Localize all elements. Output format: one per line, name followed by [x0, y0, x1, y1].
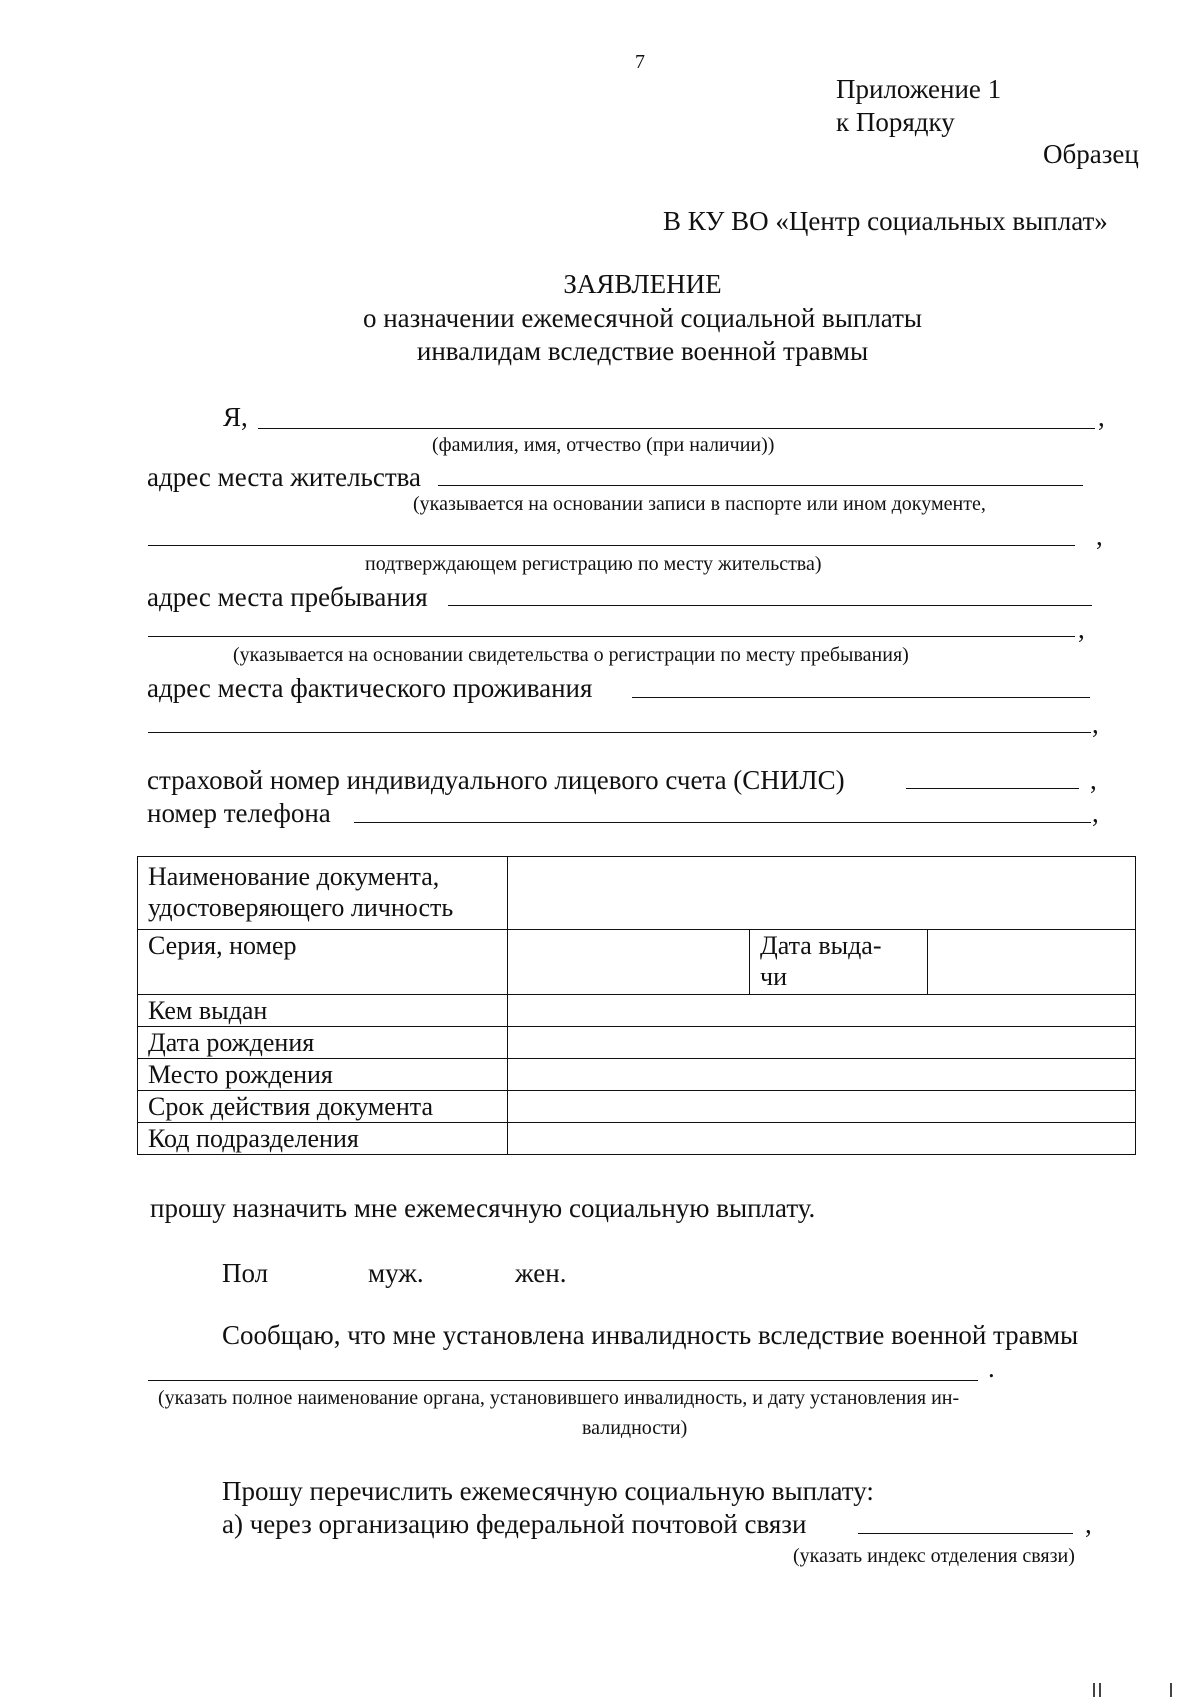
comma: , [1092, 798, 1099, 828]
comma: , [1090, 765, 1097, 795]
table-row [138, 995, 1136, 1027]
table-row [138, 930, 1136, 995]
document-title: ЗАЯВЛЕНИЕ [563, 269, 722, 299]
issue-date-label-line-2: чи [760, 962, 787, 991]
birth-date-label: Дата рождения [138, 1027, 508, 1059]
stay-address-hint: (указывается на основании свидетельства о регистрации по месту пребывания) [233, 644, 909, 666]
doc-name-label-line-1: Наименование документа, [148, 862, 440, 891]
phone-field[interactable] [354, 822, 1091, 823]
postal-index-field[interactable] [858, 1533, 1073, 1534]
scan-mark [1170, 1683, 1172, 1697]
disability-authority-field[interactable] [148, 1380, 978, 1381]
doc-name-value[interactable] [508, 857, 1136, 930]
document-subtitle-2: инвалидам вследствие военной травмы [416, 336, 869, 366]
snils-label: страховой номер индивидуального лицевого счета (СНИЛС) [147, 765, 845, 795]
scan-mark [1099, 1683, 1101, 1697]
comma: , [1096, 521, 1103, 551]
issue-date-value[interactable] [928, 930, 1135, 994]
actual-address-field[interactable] [632, 697, 1090, 698]
validity-value[interactable] [508, 1091, 1136, 1123]
phone-label: номер телефона [147, 798, 331, 828]
comma: , [1078, 614, 1085, 644]
i-label: Я, [223, 402, 248, 432]
to-order-label: к Порядку [836, 107, 955, 137]
actual-address-label: адрес места фактического проживания [147, 673, 593, 703]
comma: , [1098, 402, 1105, 432]
table-row [138, 1091, 1136, 1123]
doc-name-label [138, 857, 508, 930]
comma: , [1092, 709, 1099, 739]
disability-text: Сообщаю, что мне установлена инвалидность вследствие военной травмы [222, 1320, 1079, 1350]
validity-label: Срок действия документа [138, 1091, 508, 1123]
residence-address-hint-2: подтверждающем регистрацию по месту жительства) [365, 553, 822, 575]
issue-date-label [750, 930, 928, 994]
issued-by-label: Кем выдан [138, 995, 508, 1027]
doc-name-label-line-2: удостоверяющего личность [148, 893, 454, 922]
birth-place-label: Место рождения [138, 1059, 508, 1091]
division-code-value[interactable] [508, 1123, 1136, 1155]
stay-address-field-2[interactable] [148, 636, 1075, 637]
issue-date-label-line-1: Дата выда- [760, 931, 882, 960]
gender-male-option[interactable]: муж. [368, 1258, 424, 1288]
transfer-intro: Прошу перечислить ежемесячную социальную выплату: [222, 1476, 874, 1506]
birth-date-value[interactable] [508, 1027, 1136, 1059]
sample-label: Образец [1043, 139, 1139, 169]
table-row [138, 857, 1136, 930]
gender-label: Пол [222, 1258, 269, 1288]
appendix-label: Приложение 1 [836, 74, 1002, 104]
residence-address-field-2[interactable] [148, 545, 1075, 546]
period: . [988, 1353, 995, 1383]
comma: , [1085, 1509, 1092, 1539]
table-row [138, 1027, 1136, 1059]
identity-document-table [137, 856, 1136, 1155]
disability-hint-1: (указать полное наименование органа, установившего инвалидность, и дату установления ин- [158, 1387, 960, 1409]
table-row [138, 1059, 1136, 1091]
full-name-field[interactable] [258, 428, 1095, 429]
issued-by-value[interactable] [508, 995, 1136, 1027]
gender-female-option[interactable]: жен. [515, 1258, 567, 1288]
stay-address-field[interactable] [448, 605, 1092, 606]
division-code-label: Код подразделения [138, 1123, 508, 1155]
series-number-label: Серия, номер [138, 930, 508, 995]
actual-address-field-2[interactable] [148, 732, 1091, 733]
stay-address-label: адрес места пребывания [147, 582, 428, 612]
series-number-cell [508, 930, 1136, 995]
document-subtitle-1: о назначении ежемесячной социальной выплаты [362, 303, 923, 333]
scan-mark [1093, 1683, 1095, 1697]
series-number-value[interactable] [508, 930, 750, 994]
residence-address-label: адрес места жительства [147, 462, 422, 492]
full-name-hint: (фамилия, имя, отчество (при наличии)) [432, 434, 775, 456]
disability-hint-2: валидности) [582, 1417, 688, 1439]
request-text: прошу назначить мне ежемесячную социальную выплату. [150, 1193, 816, 1223]
residence-address-hint-1: (указывается на основании записи в паспорте или ином документе, [413, 493, 986, 515]
birth-place-value[interactable] [508, 1059, 1136, 1091]
table-row [138, 1123, 1136, 1155]
transfer-option-a: а) через организацию федеральной почтовой связи [222, 1509, 807, 1539]
snils-field[interactable] [906, 788, 1079, 789]
addressee: В КУ ВО «Центр социальных выплат» [663, 206, 1108, 236]
residence-address-field[interactable] [438, 485, 1083, 486]
page-number: 7 [635, 51, 645, 73]
postal-index-hint: (указать индекс отделения связи) [793, 1545, 1075, 1567]
